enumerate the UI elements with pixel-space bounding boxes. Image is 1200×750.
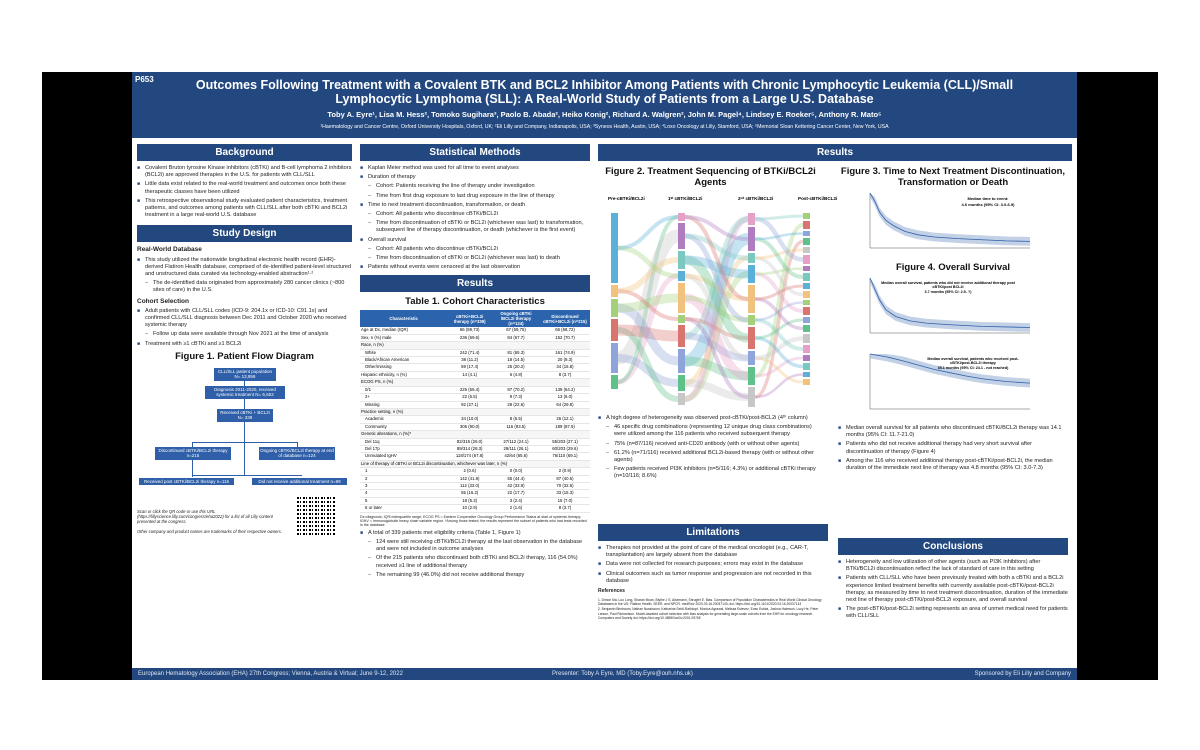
table-header-cell: Discontinued cBTKi+BCL2i (n=215) xyxy=(540,310,590,327)
figure4-plots xyxy=(838,273,1068,423)
table-cell: 82/315 (26.0) xyxy=(447,438,492,445)
flow-box: Received cBTKi + BCL2i N= 339 xyxy=(217,409,273,422)
table-cell: 142 (41.9) xyxy=(447,475,492,482)
sub-bullet: – 46 specific drug combinations (representing 12 unique drug class combinations) were utilized among the 116 patients who received subsequent therapy xyxy=(598,424,823,438)
sankey-node xyxy=(748,315,755,325)
affiliations: ¹Haematology and Cancer Centre, Oxford University Hospitals, Oxford, UK; ²Eli Lilly and Company, Indianapolis, USA; ³Syneos Health, Austin, USA; ⁴Loxo Oncology at Lilly, Stamford, USA; ⁵Memorial Sloan Kettering Cancer Center, New York, USA xyxy=(320,124,889,130)
km-label: Median time to event: xyxy=(967,196,1009,201)
poster xyxy=(132,72,1077,680)
sankey-column-label: 2ⁿᵈ cBTKi/BCL2i xyxy=(738,196,774,201)
table-cell: 84 (67.7) xyxy=(492,334,540,341)
figure2-bullets xyxy=(598,415,823,481)
sankey-node xyxy=(748,265,755,283)
table-row xyxy=(360,408,590,415)
sankey-node xyxy=(678,325,685,347)
km-label: Median overall survival, patients who did not receive additional therapy post cBTKi/post BCL2i xyxy=(881,281,1015,289)
background-bullet: ■ This retrospective observational study evaluated patient characteristics, treatment patterns, and outcomes among patients with CLL/SLL after both cBTKi and BCL2i treatment in a large real-world U.S. database xyxy=(137,198,352,220)
figure1-title: Figure 1. Patient Flow Diagram xyxy=(175,350,314,362)
table-cell: 225 (66.4) xyxy=(447,386,492,393)
poster-backdrop xyxy=(42,72,1158,680)
table-cell: Other/missing xyxy=(360,364,447,371)
trademark-note: Other company and product names are trademarks of their respective owners. xyxy=(137,528,283,534)
km-value: 4.6 months (95% CI: 3.0-6.9) xyxy=(961,202,1015,207)
sub-bullet: – Of the 215 patients who discontinued both cBTKi and BCL2i therapy, 116 (54.0%) received ≥1 line of additional therapy xyxy=(360,555,590,569)
table-cell: 236 (69.6) xyxy=(447,334,492,341)
km-label: Median overall survival, patients who received post-cBTKi/post-BCL2i therapy xyxy=(927,357,1019,365)
table-cell: 76/110 (69.1) xyxy=(540,453,590,460)
table-cell: 2+ xyxy=(360,394,447,401)
flow-box: CLL/SLL patient population N= 13,959 xyxy=(214,368,276,381)
design-subheading: Cohort Selection xyxy=(137,297,190,305)
km-block xyxy=(838,166,1068,620)
sankey-column-label: 1ˢᵗ cBTKi/BCL2i xyxy=(668,196,703,201)
poster-title: Outcomes Following Treatment with a Covalent BTK and BCL2 Inhibitor Among Patients with Chronic Lymphocytic Leukemia (CLL)/Small Lymphocytic Lymphoma (SLL): A Real-World Study of Patients from a Large U.S. Database xyxy=(195,78,1014,106)
statistical-methods-heading: Statistical Methods xyxy=(360,144,590,161)
table-cell: 4 xyxy=(360,490,447,497)
table-cell: 2 (0.9) xyxy=(540,468,590,475)
table-cell: 189 (87.9) xyxy=(540,423,590,430)
sankey-node xyxy=(678,271,685,281)
table-cell: 2 (0.6) xyxy=(447,468,492,475)
sankey-link xyxy=(755,216,803,219)
table-cell: 70 (32.6) xyxy=(540,482,590,489)
table-cell: 15 (7.0) xyxy=(540,497,590,504)
table-row xyxy=(360,497,590,504)
table-cell: 66 (58,72) xyxy=(540,327,590,334)
sankey-node xyxy=(803,379,810,385)
sankey-node xyxy=(611,299,618,317)
sankey-node xyxy=(803,291,810,298)
table-cell: 118/174 (67.8) xyxy=(447,453,492,460)
sub-bullet: – The remaining 99 (46.0%) did not receive additional therapy xyxy=(360,572,590,579)
sankey-node xyxy=(678,349,685,373)
table-cell: 60/203 (29.6) xyxy=(540,445,590,452)
poster-id: P653 xyxy=(135,75,154,84)
bullet: ■ Duration of therapy xyxy=(360,174,590,181)
statistical-methods-section xyxy=(360,165,590,271)
limitations-heading: Limitations xyxy=(598,524,828,541)
limitation-bullet: ■ Data were not collected for research purposes; errors may exist in the database xyxy=(598,561,828,568)
sankey-node xyxy=(678,393,685,405)
bullet: ■ Median overall survival for all patients who discontinued cBTKi/BCL2i therapy was 14.1 months (95% CI: 11.7-21.0) xyxy=(838,425,1068,439)
table-cell: Black/African American xyxy=(360,357,447,364)
table-row xyxy=(360,438,590,445)
limitations-section xyxy=(598,545,828,620)
sankey-node xyxy=(678,213,685,221)
conclusions-section xyxy=(838,559,1068,623)
bullet: ■ Patients who did not receive additional therapy had very short survival after discontinuation of therapy (Figure 4) xyxy=(838,441,1068,455)
table-row xyxy=(360,490,590,497)
table-cell: 67 (59,75) xyxy=(492,327,540,334)
os-bullets xyxy=(838,425,1068,472)
sub-bullet: – 61.2% (n=71/116) received additional BCL2i-based therapy (with or without other agents) xyxy=(598,450,823,464)
table-cell: 305 (90.0) xyxy=(447,423,492,430)
table-cell: 14 (4.1) xyxy=(447,371,492,378)
sankey-node xyxy=(803,255,810,264)
table-cell: 9 (7.3) xyxy=(492,394,540,401)
table-row xyxy=(360,416,590,423)
sankey-node xyxy=(803,266,810,271)
sankey-node xyxy=(803,372,810,377)
sankey-node xyxy=(803,334,810,343)
bullet: ■ Time to next treatment discontinuation, transformation, or death xyxy=(360,202,590,209)
sankey-node xyxy=(611,213,618,283)
table-cell: 10 (2.9) xyxy=(447,505,492,512)
table-cell: 13 (6.0) xyxy=(540,394,590,401)
table-cell: 66 (59,73) xyxy=(447,327,492,334)
table-cell: 5 xyxy=(360,497,447,504)
table-cell: Del 17p xyxy=(360,445,447,452)
design-bullet: ■ This study utilized the nationwide longitudinal electronic health record (EHR)-derived Flatiron Health database, comprised of de-identified patient-level structured and unstructured data curated via technology-enabled abstraction¹·² xyxy=(137,257,352,279)
sankey-node xyxy=(748,387,755,407)
table-cell: Genetic alterations, n (%)* xyxy=(360,431,590,438)
table-row xyxy=(360,357,590,364)
flow-box: Discontinued cBTKi/BCL2i therapy n=215 xyxy=(155,447,231,460)
table-cell: ECOG PS, n (%) xyxy=(360,379,590,386)
table-cell: 20 (9.3) xyxy=(540,357,590,364)
sankey-node xyxy=(611,343,618,373)
table-header-cell: Ongoing cBTKi /BCL2i therapy (n=124) xyxy=(492,310,540,327)
table-cell: White xyxy=(360,349,447,356)
table-cell: 55 (44.4) xyxy=(492,475,540,482)
background-bullet: ■ Little data exist related to the real-world treatment and outcomes once both these therapeutic classes have been utilized xyxy=(137,181,352,195)
sankey-node xyxy=(803,307,810,315)
table-cell: 25 (20.2) xyxy=(492,364,540,371)
table-row xyxy=(360,423,590,430)
sub-bullet: – Time from discontinuation of cBTKi or BCL2i (whichever was last) to transformation, subsequent line of therapy discontinuation, or death (whichever is the first event) xyxy=(360,220,590,234)
sankey-diagram xyxy=(598,188,838,408)
conclusions-heading: Conclusions xyxy=(838,538,1068,555)
sankey-node xyxy=(803,317,810,323)
table-cell: 138 (64.2) xyxy=(540,386,590,393)
table-cell: Unmutated IgHV xyxy=(360,453,447,460)
results-mid-bullets xyxy=(360,530,590,579)
sankey-node xyxy=(748,327,755,349)
table-cell: Del 11q xyxy=(360,438,447,445)
references-heading: References xyxy=(598,588,625,595)
km-value: 35.1 months (95% CI: 24.1 - not reached) xyxy=(937,366,1009,370)
table-row xyxy=(360,453,590,460)
figure4-title: Figure 4. Overall Survival xyxy=(895,262,1011,273)
sub-bullet: – Cohort: All patients who discontinue cBTKi/BCL2i xyxy=(360,211,590,218)
flow-box: Ongoing cBTKi/BCL2i therapy at end of database n=124 xyxy=(260,447,334,459)
table-row xyxy=(360,445,590,452)
table-row xyxy=(360,475,590,482)
sankey-node xyxy=(678,223,685,249)
sankey-node xyxy=(748,213,755,225)
results-heading-right: Results xyxy=(598,144,1072,161)
table-cell: Missing xyxy=(360,401,447,408)
table-cell: 22 (6.5) xyxy=(447,394,492,401)
footer-sponsor: Sponsored by Eli Lilly and Company xyxy=(974,671,1071,677)
sankey-node xyxy=(611,319,618,341)
sankey-node xyxy=(803,231,810,236)
table-cell: 8 (3.7) xyxy=(540,505,590,512)
column-right xyxy=(598,144,1072,620)
sankey-node xyxy=(678,315,685,323)
table-cell: 152 (70.7) xyxy=(540,334,590,341)
table-cell: 6 (4.8) xyxy=(492,371,540,378)
reference: 2. Benjamin Birnbaum, Nathan Nussbaum, Katharina Seidl-Rathkopf, Monica Agrawal, Melissa Estevez, Evan Estola, Joshua Haimson, Lucy He, Peter Larson, Paul Richardson. Model-assisted cohort selection with bias analysis for generating large-scale cohorts from the EHR for oncology research. Computers and Society doi: https://doi.org/10.48550/arXiv.2001.09765 xyxy=(598,607,819,620)
table-cell: Race, n (%) xyxy=(360,342,590,349)
patient-flow-diagram xyxy=(137,362,352,497)
limitations-block xyxy=(598,524,828,620)
sankey-node xyxy=(803,213,810,219)
bullet: ■ Among the 116 who received additional therapy post-cBTKi/post-BCL2i, the median duration of the immediate next line of therapy was 4.8 months (95% CI: 3.0-7.3) xyxy=(838,458,1068,472)
table-cell: 22 (17.7) xyxy=(492,490,540,497)
table-cell: 0/1 xyxy=(360,386,447,393)
reference: 1. Dimon Ma, Luo Long, Sharan Mcan, Blythe J S, Aisemann, Shruglet E. Bias. Comparison of Population Characteristics in Real World Clinical Oncology Databases in the US: Flatiron Health, SEER, and NPCR. medRxiv 2020.03.16.20037143; doi: https://doi.org/10.1101/2020.03.16.20037143 xyxy=(598,598,822,607)
table-cell: Academic xyxy=(360,416,447,423)
sub-bullet: – 75% (n=87/116) received anti-CD20 antibody (with or without other agents) xyxy=(598,441,823,448)
table-cell: Hispanic ethnicity, n (%) xyxy=(360,371,447,378)
sankey-node xyxy=(803,283,810,289)
table-row xyxy=(360,482,590,489)
sankey-column-label: Post-cBTKi/BCL2i xyxy=(798,196,838,201)
table-cell: 29/111 (26.1) xyxy=(492,445,540,452)
table-row xyxy=(360,460,590,467)
design-bullet: ■ Adult patients with CLL/SLL codes (ICD-9: 204.1x or ICD-10: C91.1x) and confirmed CLL/SLL diagnosis between Dec 2011 and October 2020 who received systemic therapy xyxy=(137,308,352,330)
table-cell: 3 xyxy=(360,482,447,489)
table-cell: 89/314 (28.3) xyxy=(447,445,492,452)
study-design-heading: Study Design xyxy=(137,225,352,242)
qr-code-icon[interactable] xyxy=(297,497,335,535)
table-cell: Community xyxy=(360,423,447,430)
table-row xyxy=(360,505,590,512)
table-row xyxy=(360,327,590,334)
sub-bullet: – 124 were still receiving cBTKi/BCL2i therapy at the last observation in the database and were not included in outcome analyses xyxy=(360,539,590,553)
table-row xyxy=(360,334,590,341)
sankey-node xyxy=(803,247,810,253)
sankey-node xyxy=(611,285,618,297)
bullet: ■ A high degree of heterogeneity was observed post-cBTKi/post-BCL2i (4ᵗʰ column) xyxy=(598,415,823,422)
sankey-node xyxy=(678,251,685,269)
sankey-node xyxy=(803,355,810,361)
sankey-node xyxy=(748,253,755,263)
table-cell: 18 (14.5) xyxy=(492,357,540,364)
table-cell: 26 (12.1) xyxy=(540,416,590,423)
figure2-block xyxy=(598,166,838,483)
table-cell: 33 (15.3) xyxy=(540,490,590,497)
sankey-node xyxy=(748,227,755,251)
background-bullet: ■ Covalent Bruton tyrosine Kinase inhibitors (cBTKi) and B-cell lymphoma 2 inhibitors (BCL2i) are approved therapies in the U.S. for patients with CLL/SLL xyxy=(137,165,352,179)
table-cell: 38 (11.2) xyxy=(447,357,492,364)
figure3-plot xyxy=(838,188,1068,260)
sankey-node xyxy=(748,367,755,385)
conclusion-bullet: ■ Heterogeneity and low utilization of other agents (such as PI3K inhibitors) after BTKi/BCL2i discontinuation reflect the lack of standard of care in this setting xyxy=(838,559,1068,573)
sub-bullet: – Cohort: All patients who discontinue cBTKi/BCL2i xyxy=(360,246,590,253)
table-footnote: Dx=diagnosis; IQR=interquartile range; ECOG PS = Eastern Cooperative Oncology Group Performance Status at start of systemic therapy; IGHV = Immunoglobulin heavy chain variable region. *Among those tested; the results represent the subset of patients who had tests recorded in the database xyxy=(360,514,587,528)
limitation-bullet: ■ Therapies not provided at the point of care of the medical oncologist (e.g., CAR-T, transplantation) are largely absent from the database xyxy=(598,545,828,559)
table-cell: Sex, n (%) male xyxy=(360,334,447,341)
bullet: ■ Patients without events were censored at the last observation xyxy=(360,264,590,271)
sankey-node xyxy=(803,345,810,353)
limitation-bullet: ■ Clinical outcomes such as tumor response and progression are not recorded in this database xyxy=(598,571,828,585)
poster-footer xyxy=(132,668,1077,680)
table-cell: 3 (2.4) xyxy=(492,497,540,504)
flow-box: Did not receive additional treatment n=99 xyxy=(252,478,347,486)
conclusion-bullet: ■ The post-cBTKi/post-BCL2i setting represents an area of unmet medical need for patients with CLL/SLL xyxy=(838,606,1068,620)
sankey-node xyxy=(803,221,810,229)
sankey-column-label: Pre-cBTKi/BCL2i xyxy=(608,196,645,201)
sub-bullet: – Time from first drug exposure to last drug exposure in the line of therapy xyxy=(360,193,590,200)
table-cell: 28 (22.6) xyxy=(492,401,540,408)
table-cell: 116 (93.5) xyxy=(492,423,540,430)
sankey-node xyxy=(611,375,618,389)
table-cell: 8 (3.7) xyxy=(540,371,590,378)
authors: Toby A. Eyre¹, Lisa M. Hess², Tomoko Sugihara³, Paolo B. Abada², Heiko Konig², Richard A. Walgren², John M. Pagel⁴, Lindsey E. Roeker⁵, Anthony R. Mato⁵ xyxy=(327,110,882,119)
sankey-node xyxy=(748,351,755,365)
table-row xyxy=(360,342,590,349)
background-section xyxy=(137,165,352,219)
table-cell: 55/203 (27.1) xyxy=(540,438,590,445)
table-cell: 42/64 (65.6) xyxy=(492,453,540,460)
table-row xyxy=(360,431,590,438)
table-row xyxy=(360,468,590,475)
cohort-table xyxy=(360,310,590,512)
table1-title: Table 1. Cohort Characteristics xyxy=(405,296,545,308)
table-header-cell: cBTKi+BCL2i therapy (n=339) xyxy=(447,310,492,327)
table-row xyxy=(360,349,590,356)
table-cell: 34 (15.8) xyxy=(540,364,590,371)
sub-bullet: – Few patients received PI3K inhibitors (n=5/116; 4.3%) or additional cBTKi therapy (n=10/116; 8.6%) xyxy=(598,466,823,480)
sankey-node xyxy=(803,300,810,305)
table-cell: 2 (1.6) xyxy=(492,505,540,512)
table-header-cell: Characteristic xyxy=(360,310,447,327)
sankey-node xyxy=(803,238,810,245)
sankey-node xyxy=(748,285,755,313)
table-cell: 161 (74.9) xyxy=(540,349,590,356)
study-design-section xyxy=(137,246,352,347)
sub-bullet: – Cohort: Patients receiving the line of therapy under investigation xyxy=(360,183,590,190)
sankey-node xyxy=(803,363,810,370)
table-cell: Age at Dx, median (IQR) xyxy=(360,327,447,334)
sub-bullet: – Time from discontinuation of cBTKi or BCL2i (whichever was last) to death xyxy=(360,255,590,262)
table-cell: 0 (0.0) xyxy=(492,468,540,475)
table-cell: 34 (10.0) xyxy=(447,416,492,423)
design-subbullet: – The de-identified data originated from approximately 280 cancer clinics (~800 sites of care) in the U.S. xyxy=(137,280,352,294)
table-cell: 87 (70.2) xyxy=(492,386,540,393)
bullet: ■ Overall survival xyxy=(360,237,590,244)
column-left xyxy=(137,144,352,537)
sankey-node xyxy=(678,375,685,391)
design-subbullet: – Follow up data were available through Nov 2021 at the time of analysis xyxy=(137,331,352,338)
km-value: 3.7 months (95% CI: 2.5- ?) xyxy=(924,290,972,294)
table-cell: 2 xyxy=(360,475,447,482)
table-row xyxy=(360,386,590,393)
table-cell: 6 or later xyxy=(360,505,447,512)
table-row xyxy=(360,401,590,408)
results-heading: Results xyxy=(360,275,590,292)
table-cell: 55 (16.2) xyxy=(447,490,492,497)
sankey-node xyxy=(803,325,810,332)
table-cell: 87 (40.5) xyxy=(540,475,590,482)
qr-block xyxy=(137,497,352,537)
flow-box: Diagnosis 2011-2020, received systemic treatment N= 6,652 xyxy=(205,386,285,399)
column-middle xyxy=(360,144,590,581)
table-row xyxy=(360,371,590,378)
table-cell: Practice setting, n (%) xyxy=(360,408,590,415)
table-cell: 1 xyxy=(360,468,447,475)
table-cell: 81 (65.3) xyxy=(492,349,540,356)
table-cell: 64 (29.8) xyxy=(540,401,590,408)
table-row xyxy=(360,364,590,371)
table-cell: 18 (5.3) xyxy=(447,497,492,504)
table-cell: 92 (27.1) xyxy=(447,401,492,408)
table-cell: 59 (17.4) xyxy=(447,364,492,371)
sankey-node xyxy=(803,273,810,281)
qr-note: Scan or click the QR code or use this URL (https://lillyscience.lilly.com/congress/eha2022) for a list of all Lilly content presented at the congress. xyxy=(137,508,273,525)
table-cell: 8 (6.5) xyxy=(492,416,540,423)
table-row xyxy=(360,394,590,401)
table-cell: 242 (71.4) xyxy=(447,349,492,356)
conclusion-bullet: ■ Patients with CLL/SLL who have been previously treated with both a cBTKi and a BCL2i experience limited treatment benefits with currently available post-cBTKi/post-BCL2i therapy, as measured by time to next treatment discontinuation, duration of the immediate next line of therapy post-cBTKi/post-BCL2i exposure, and overall survival xyxy=(838,575,1068,604)
table-cell: 27/112 (24.1) xyxy=(492,438,540,445)
flow-box: Received post cBTKi/BCL2i therapy n=116 xyxy=(139,478,234,486)
bullet: ■ Kaplan Meier method was used for all time to event analyses xyxy=(360,165,590,172)
table-cell: 42 (33.9) xyxy=(492,482,540,489)
figure3-title: Figure 3. Time to Next Treatment Discontinuation, Transformation or Death xyxy=(840,166,1066,188)
background-heading: Background xyxy=(137,144,352,161)
footer-presenter: Presenter: Toby A Eyre, MD (Toby.Eyre@ouh.nhs.uk) xyxy=(552,671,693,677)
table-cell: Line of therapy of cBTKi or BCL2i discontinuation, whichever was later, n (%) xyxy=(360,460,590,467)
design-bullet: ■ Treatment with ≥1 cBTKi and ≥1 BCL2i xyxy=(137,341,352,348)
bullet: ■ A total of 339 patients met eligibility criteria (Table 1, Figure 1) xyxy=(360,530,590,537)
footer-congress: European Hematology Association (EHA) 27th Congress; Vienna, Austria & Virtual; June 9-12, 2022 xyxy=(138,671,403,677)
poster-header xyxy=(132,72,1077,138)
table-cell: 112 (33.0) xyxy=(447,482,492,489)
design-subheading: Real-World Database xyxy=(137,246,202,254)
figure2-title: Figure 2. Treatment Sequencing of BTKi/BCL2i Agents xyxy=(605,166,816,188)
sankey-link xyxy=(755,338,803,367)
sankey-node xyxy=(678,283,685,313)
table-row xyxy=(360,379,590,386)
